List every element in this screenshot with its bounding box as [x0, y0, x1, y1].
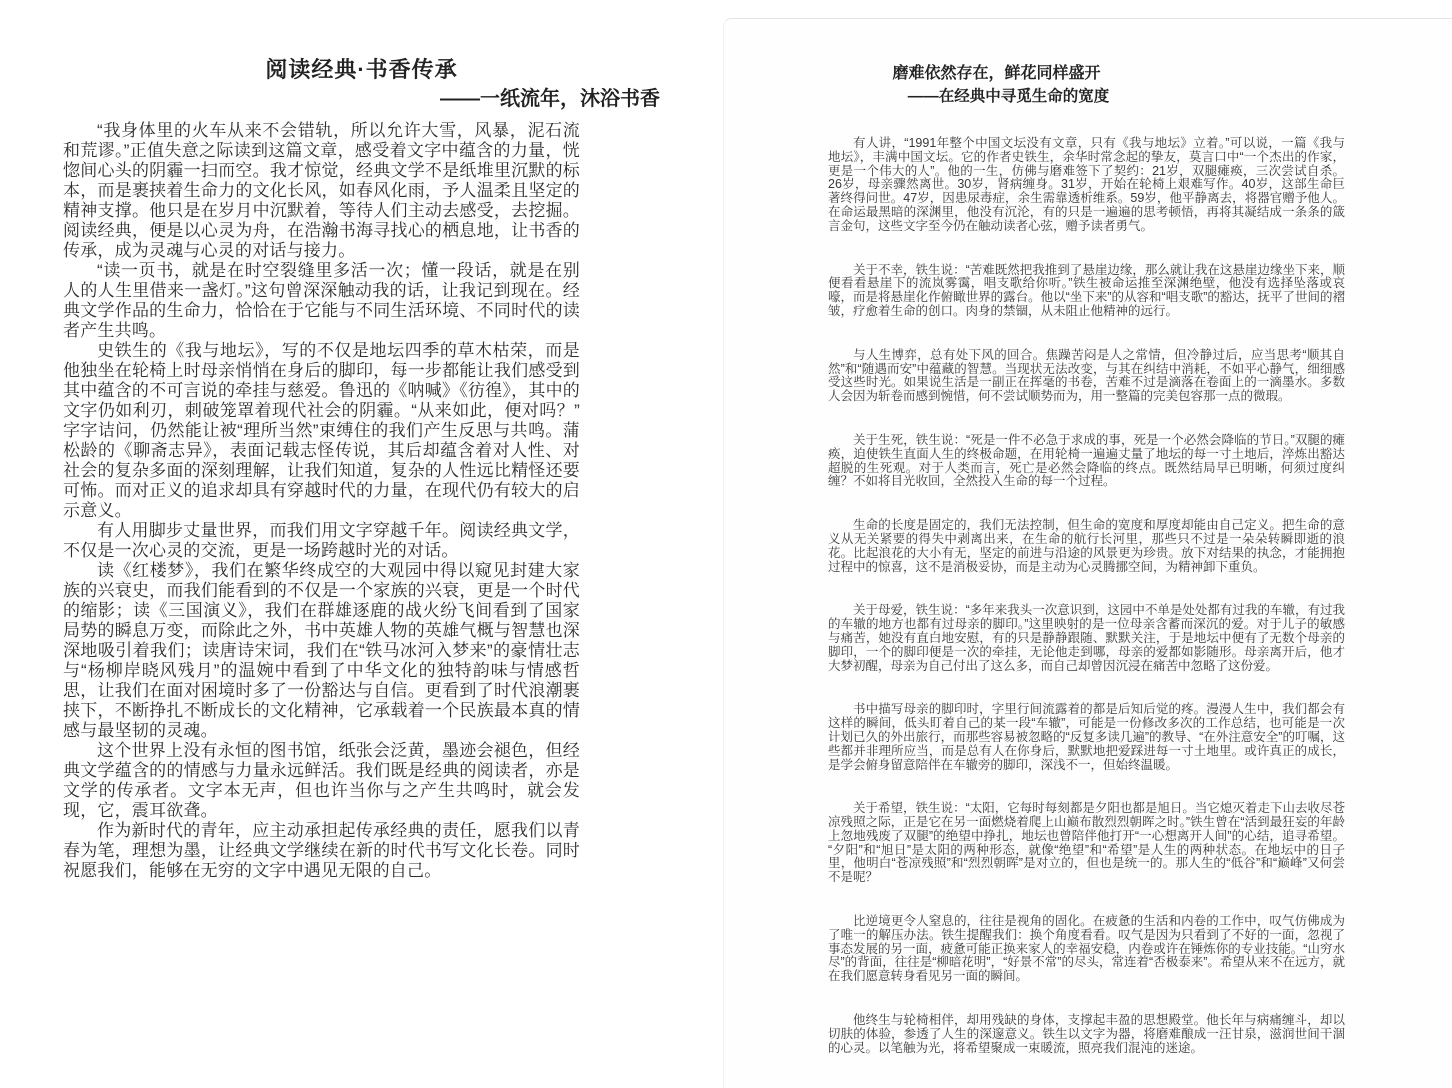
right-page-body [828, 137, 1345, 1055]
paragraph: “我身体里的火车从来不会错轨，所以允许大雪，风暴，泥石流和荒谬。”正值失意之际读到这篇文章，感受着文字中蕴含的力量，恍惚间心头的阴霾一扫而空。我才惊觉，经典文学不是纸堆里沉默的标本，而是裹挟着生命力的文化长风，如春风化雨，予人温柔且坚定的精神支撑。他只是在岁月中沉默着，等待人们主动去感受，去挖掘。阅读经典，便是以心灵为舟，在浩瀚书海寻找心的栖息地，让书香的传承，成为灵魂与心灵的对话与接力。 [63, 121, 580, 260]
paragraph: 关于不幸，铁生说：“苦难既然把我推到了悬崖边缘，那么就让我在这悬崖边缘坐下来，顺便看看悬崖下的流岚雾霭，唱支歌给你听。”铁生被命运推至深渊绝壁，他没有选择坠落或哀嚎，而是将悬崖化作俯瞰世界的露台。他以“坐下来”的从容和“唱支歌”的豁达，抚平了世间的褶皱，疗愈着生命的创口。肉身的禁锢，从未阻止他精神的远行。 [828, 262, 1345, 318]
left-page-title: 阅读经典·书香传承 [265, 57, 458, 82]
paragraph: 关于希望，铁生说：“太阳，它每时每刻都是夕阳也都是旭日。当它熄灭着走下山去收尽苍凉残照之际，正是它在另一面燃烧着爬上山巅布散烈烈朝晖之时。”铁生曾在“活到最狂妄的年龄上忽地残废了双腿”的绝望中挣扎，地坛也曾陪伴他打开“一心想离开人间”的心结，追寻希望。“夕阳”和“旭日”是太阳的两种形态，就像“绝望”和“希望”是人生的两种状态。在地坛中的日子里，他明白“苍凉残照”和“烈烈朝晖”是对立的，但也是统一的。那人生的“低谷”和“巅峰”又何尝不是呢？ [828, 801, 1345, 885]
paragraph: 有人用脚步丈量世界，而我们用文字穿越千年。阅读经典文学，不仅是一次心灵的交流，更是一场跨越时光的对话。 [63, 521, 580, 560]
paragraph: 关于母爱，铁生说：“多年来我头一次意识到，这园中不单是处处都有过我的车辙，有过我的车辙的地方也都有过母亲的脚印。”这里映射的是一位母亲含蓄而深沉的爱。对于儿子的敏感与痛苦，她没有直白地安慰，有的只是静静跟随、默默关注，于是地坛中便有了无数个母亲的脚印，一个的脚印便是一次的牵挂，无论他走到哪，母亲的爱都如影随形。母亲离开后，他才大梦初醒，母亲为自己付出了这么多，而自己却曾因沉浸在痛苦中忽略了这份爱。 [828, 603, 1345, 673]
left-page-content [63, 56, 660, 881]
paragraph: “读一页书，就是在时空裂缝里多活一次；懂一段话，就是在别人的人生里借来一盏灯。”这句曾深深触动我的话，让我记到现在。经典文学作品的生命力，恰恰在于它能与不同生活环境、不同时代的读者产生共鸣。 [63, 261, 580, 340]
paragraph: 史铁生的《我与地坛》，写的不仅是地坛四季的草木枯荣，而是他独坐在轮椅上时母亲悄悄在身后的脚印，每一步都能让我们感受到其中蕴含的不可言说的牵挂与慈爱。鲁迅的《呐喊》《彷徨》，其中的文字仍如利刃，刺破笼罩着现代社会的阴霾。“从来如此，便对吗？”字字诘问，仍然能让被“理所当然”束缚住的我们产生反思与共鸣。蒲松龄的《聊斋志异》，表面记载志怪传说，其后却蕴含着对人性、对社会的复杂多面的深刻理解，让我们知道，复杂的人性远比精怪还要可怖。而对正义的追求却具有穿越时代的力量，在现代仍有较大的启示意义。 [63, 341, 580, 520]
paragraph: 与人生博弈，总有处下风的回合。焦躁苦闷是人之常情，但冷静过后，应当思考“顺其自然”和“随遇而安”中蕴藏的智慧。当现状无法改变，与其在纠结中消耗，不如平心静气，细细感受这些时光。如果说生活是一副正在挥毫的书卷，苦难不过是滴落在卷面上的一滴墨水。多数人会因为斩卷而感到惋惜，何不尝试顺势而为，用一整篇的完美包容那一点的微瑕。 [828, 347, 1345, 404]
paragraph: 比逆境更令人窒息的，往往是视角的固化。在疲惫的生活和内卷的工作中，叹气仿佛成为了唯一的解压办法。铁生提醒我们：换个角度看看。叹气是因为只看到了不好的一面，忽视了事态发展的另一面，疲惫可能正换来家人的幸福安稳，内卷或许在锤炼你的专业技能。“山穷水尽”的背面，往往是“柳暗花明”，“好景不常”的尽头，常连着“否极泰来”。希望从来不在远方，就在我们愿意转身看见另一面的瞬间。 [828, 914, 1345, 984]
paragraph: 关于生死，铁生说：“死是一件不必急于求成的事，死是一个必然会降临的节日。”双腿的瘫痪，迫使铁生直面人生的终极命题，在用轮椅一遍遍丈量了地坛的每一寸土地后，淬炼出豁达超脱的生死观。对于人类而言，死亡是必然会降临的终点。既然结局早已明晰，何须过度纠缠？不如将目光收回，全然投入生命的每一个过程。 [828, 432, 1345, 489]
paragraph: 这个世界上没有永恒的图书馆，纸张会泛黄，墨迹会褪色，但经典文学蕴含的的情感与力量永远鲜活。我们既是经典的阅读者，亦是文学的传承者。文字本无声，但也许当你与之产生共鸣时，就会发现，它，震耳欲聋。 [63, 741, 580, 820]
left-page-body [63, 121, 580, 881]
paragraph: 读《红楼梦》，我们在繁华终成空的大观园中得以窥见封建大家族的兴衰史，而我们能看到的不仅是一个家族的兴衰，更是一个时代的缩影；读《三国演义》，我们在群雄逐鹿的战火纷飞间看到了国家局势的瞬息万变，而除此之外，书中英雄人物的英雄气概与智慧也深深地吸引着我们；读唐诗宋词，我们在“铁马冰河入梦来”的豪情壮志与“杨柳岸晓风残月”的温婉中看到了中华文化的独特韵味与情感哲思，让我们在面对困境时多了一份豁达与自信。更看到了时代浪潮裹挟下，不断挣扎不断成长的文化精神，它承载着一个民族最本真的情感与最坚韧的灵魂。 [63, 561, 580, 740]
paragraph: 作为新时代的青年，应主动承担起传承经典的责任，愿我们以青春为笔，理想为墨，让经典文学继续在新的时代书写文化长卷。同时祝愿我们，能够在无穷的文字中遇见无限的自己。 [63, 821, 580, 880]
left-page-subtitle: ——一纸流年，沐浴书香 [440, 88, 660, 110]
right-page-subtitle: ——在经典中寻觅生命的宽度 [907, 88, 1110, 105]
paragraph: 书中描写母亲的脚印时，字里行间流露着的都是后知后觉的疼。漫漫人生中，我们都会有这样的瞬间，低头盯着自己的某一段“车辙”，可能是一份修改多次的工作总结，也可能是一次计划已久的外出旅行，而那些容易被忽略的“反复多读几遍”的教导、“在外注意安全”的叮嘱，这些都并非理所应当，而是总有人在你身后，默默地把爱踩进每一寸土地里。或许真正的成长，是学会俯身留意陪伴在车辙旁的脚印，深浅不一，但始终温暖。 [828, 702, 1345, 772]
right-page-content [828, 64, 1345, 1055]
paragraph: 有人讲，“1991年整个中国文坛没有文章，只有《我与地坛》立着。”可以说，一篇《我与地坛》，丰满中国文坛。它的作者史铁生，余华时常念起的挚友，莫言口中“一个杰出的作家，更是一个伟大的人”。他的一生，仿佛与磨难签下了契约：21岁，双腿瘫痪，三次尝试自杀。26岁，母亲骤然离世。30岁，肾病缠身。31岁，开始在轮椅上艰难写作。40岁，这部生命巨著终得问世。47岁，因患尿毒症，余生需靠透析维系。59岁，他平静离去，将器官赠予他人。在命运最黑暗的深渊里，他没有沉沦，有的只是一遍遍的思考顿悟，再将其凝结成一条条的箴言金句，这些文字至今仍在触动读者心弦，赠予读者勇气。 [828, 136, 1345, 233]
left-page [0, 0, 723, 1088]
paragraph: 他终生与轮椅相伴，却用残缺的身体，支撑起丰盈的思想殿堂。他长年与病痛缠斗，却以切肤的体验，参透了人生的深邃意义。铁生以文字为器，将磨难酿成一汪甘泉，滋润世间干涸的心灵。以笔触为光，将希望聚成一束暖流，照亮我们混沌的迷途。 [828, 1013, 1345, 1055]
paragraph: 生命的长度是固定的，我们无法控制，但生命的宽度和厚度却能由自己定义。把生命的意义从无关紧要的得失中剥离出来，在生命的航行长河里，那些只不过是一朵朵转瞬即逝的浪花。比起浪花的大小有无，坚定的前进与沿途的风景更为珍贵。放下对结果的执念，才能拥抱过程中的惊喜，这不是消极妥协，而是主动为心灵腾挪空间，为精神卸下重负。 [828, 518, 1345, 574]
right-page-title: 磨难依然存在，鲜花同样盛开 [892, 65, 1101, 82]
